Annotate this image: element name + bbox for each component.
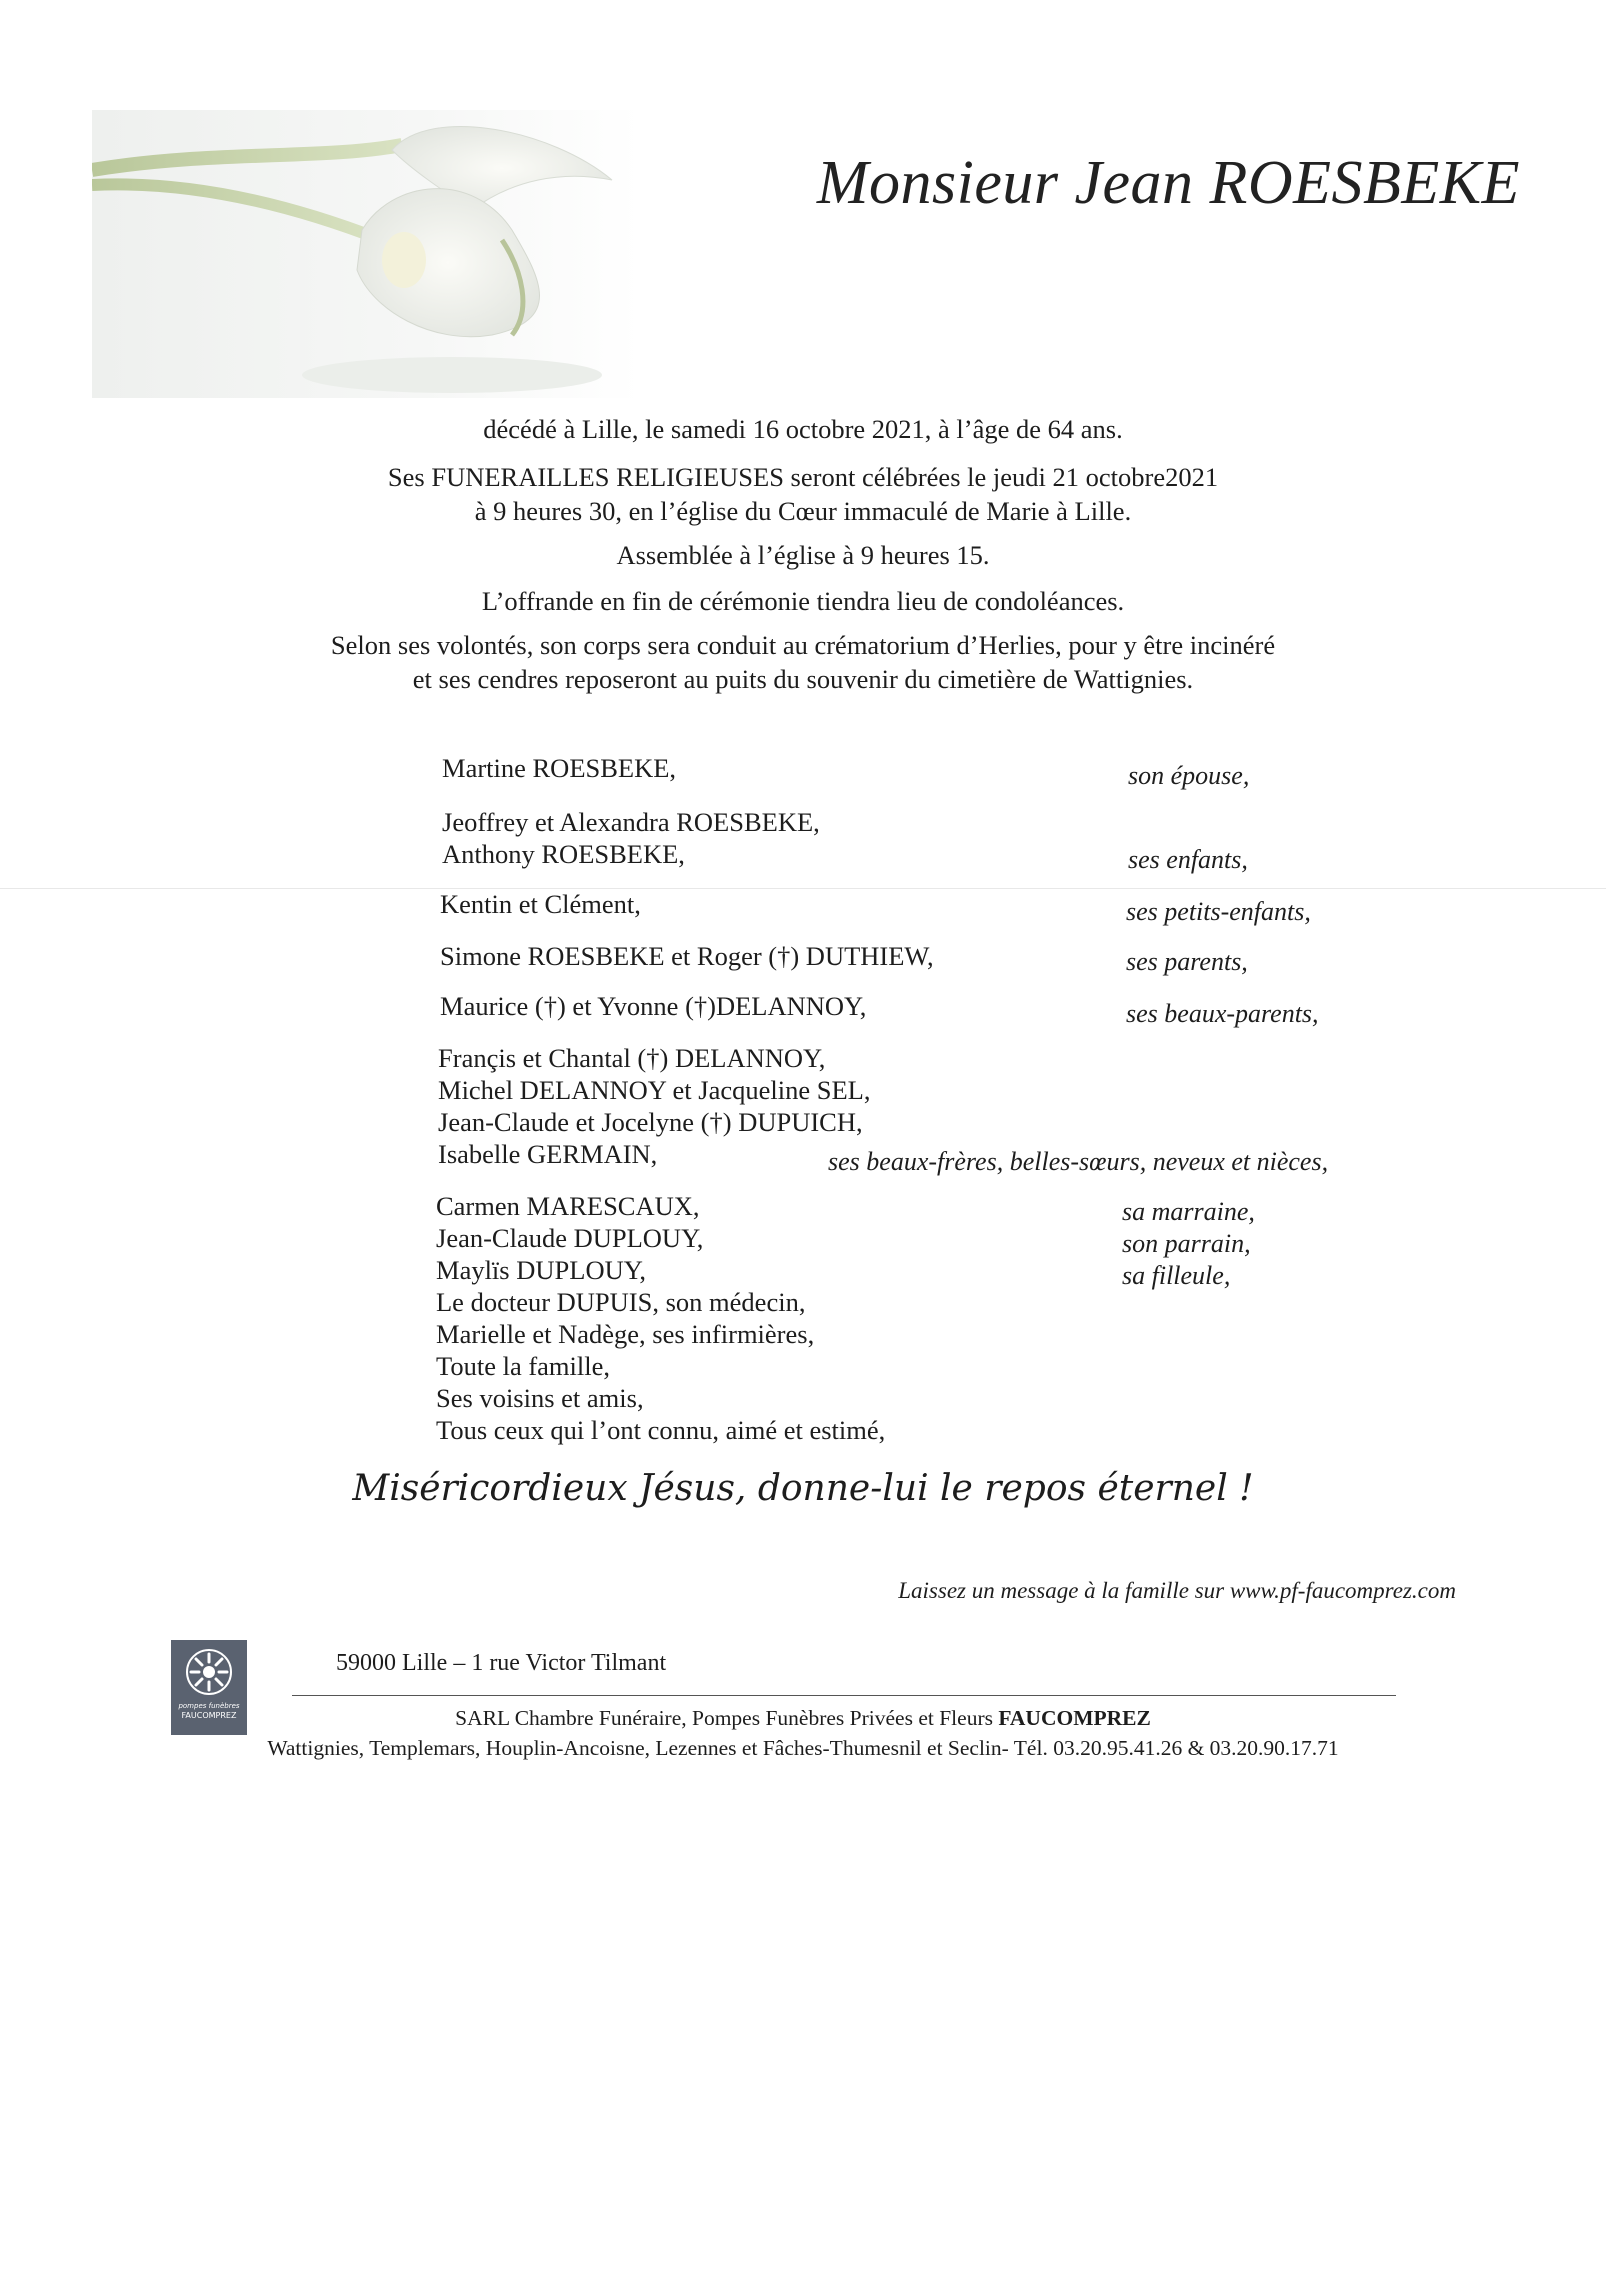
- relation-children: ses enfants,: [1128, 845, 1248, 874]
- family-godfather: Jean-Claude DUPLOUY,: [436, 1223, 704, 1253]
- cremation-line: Selon ses volontés, son corps sera conduit au crématorium d’Herlies, pour y être incinéré: [330, 630, 1276, 660]
- family-inlaws: Maurice (†) et Yvonne (†)DELANNOY,: [440, 991, 867, 1021]
- relation-grandchildren: ses petits-enfants,: [1126, 897, 1311, 926]
- calla-lily-image: [92, 110, 640, 398]
- funeral-location-line: à 9 heures 30, en l’église du Cœur immaculé de Marie à Lille.: [474, 496, 1132, 526]
- divider: [0, 888, 1606, 889]
- company-name: FAUCOMPREZ: [998, 1706, 1151, 1730]
- flower-emblem-icon: [183, 1646, 235, 1698]
- family-spouse: Martine ROESBEKE,: [442, 753, 677, 783]
- family-godmother: Carmen MARESCAUX,: [436, 1191, 700, 1221]
- relation-godfather: son parrain,: [1122, 1229, 1251, 1258]
- family-siblings-3: Jean-Claude et Jocelyne (†) DUPUICH,: [438, 1107, 863, 1137]
- family-whole: Toute la famille,: [436, 1351, 611, 1381]
- family-nurses: Marielle et Nadège, ses infirmières,: [436, 1319, 815, 1349]
- message-note: Laissez un message à la famille sur www.pf-faucomprez.com: [898, 1578, 1456, 1603]
- relation-spouse: son épouse,: [1128, 761, 1250, 790]
- family-siblings-1: Françis et Chantal (†) DELANNOY,: [438, 1043, 826, 1073]
- family-grandchildren: Kentin et Clément,: [440, 889, 641, 919]
- relation-goddaughter: sa filleule,: [1122, 1261, 1231, 1290]
- relation-parents: ses parents,: [1126, 947, 1248, 976]
- footer-rule: [292, 1695, 1396, 1696]
- family-goddaughter: Maylïs DUPLOUY,: [436, 1255, 647, 1285]
- family-neighbors: Ses voisins et amis,: [436, 1383, 644, 1413]
- prayer-text: Miséricordieux Jésus, donne-lui le repos éternel !: [352, 1468, 1254, 1509]
- company-line: [0, 1704, 1606, 1732]
- assembly-line: Assemblée à l’église à 9 heures 15.: [616, 540, 990, 570]
- relation-siblings: ses beaux-frères, belles-sœurs, neveux et nièces,: [828, 1147, 1329, 1176]
- logo-name: FAUCOMPREZ: [181, 1711, 237, 1720]
- family-parents: Simone ROESBEKE et Roger (†) DUTHIEW,: [440, 941, 934, 971]
- company-description: SARL Chambre Funéraire, Pompes Funèbres Privées et Fleurs: [455, 1706, 999, 1730]
- logo-tagline: pompes funèbres: [178, 1702, 240, 1710]
- relation-inlaws: ses beaux-parents,: [1126, 999, 1319, 1028]
- funeral-line: Ses FUNERAILLES RELIGIEUSES seront célébrées le jeudi 21 octobre2021: [387, 462, 1219, 492]
- family-all: Tous ceux qui l’ont connu, aimé et estimé,: [436, 1415, 886, 1445]
- company-locations: Wattignies, Templemars, Houplin-Ancoisne, Lezennes et Fâches-Thumesnil et Seclin- Tél. 03.20.95.41.26 & 03.20.90.17.71: [267, 1736, 1339, 1760]
- page-title: Monsieur Jean ROESBEKE: [816, 149, 1520, 217]
- address: 59000 Lille – 1 rue Victor Tilmant: [336, 1650, 667, 1676]
- family-siblings-4: Isabelle GERMAIN,: [438, 1139, 658, 1169]
- offering-line: L’offrande en fin de cérémonie tiendra lieu de condoléances.: [481, 586, 1125, 616]
- family-children-1: Jeoffrey et Alexandra ROESBEKE,: [442, 807, 820, 837]
- family-children-2: Anthony ROESBEKE,: [442, 839, 685, 869]
- ashes-line: et ses cendres reposeront au puits du souvenir du cimetière de Wattignies.: [412, 664, 1194, 694]
- family-doctor: Le docteur DUPUIS, son médecin,: [436, 1287, 806, 1317]
- death-notice-line: décédé à Lille, le samedi 16 octobre 2021, à l’âge de 64 ans.: [483, 414, 1123, 444]
- family-siblings-2: Michel DELANNOY et Jacqueline SEL,: [438, 1075, 871, 1105]
- relation-godmother: sa marraine,: [1122, 1197, 1255, 1226]
